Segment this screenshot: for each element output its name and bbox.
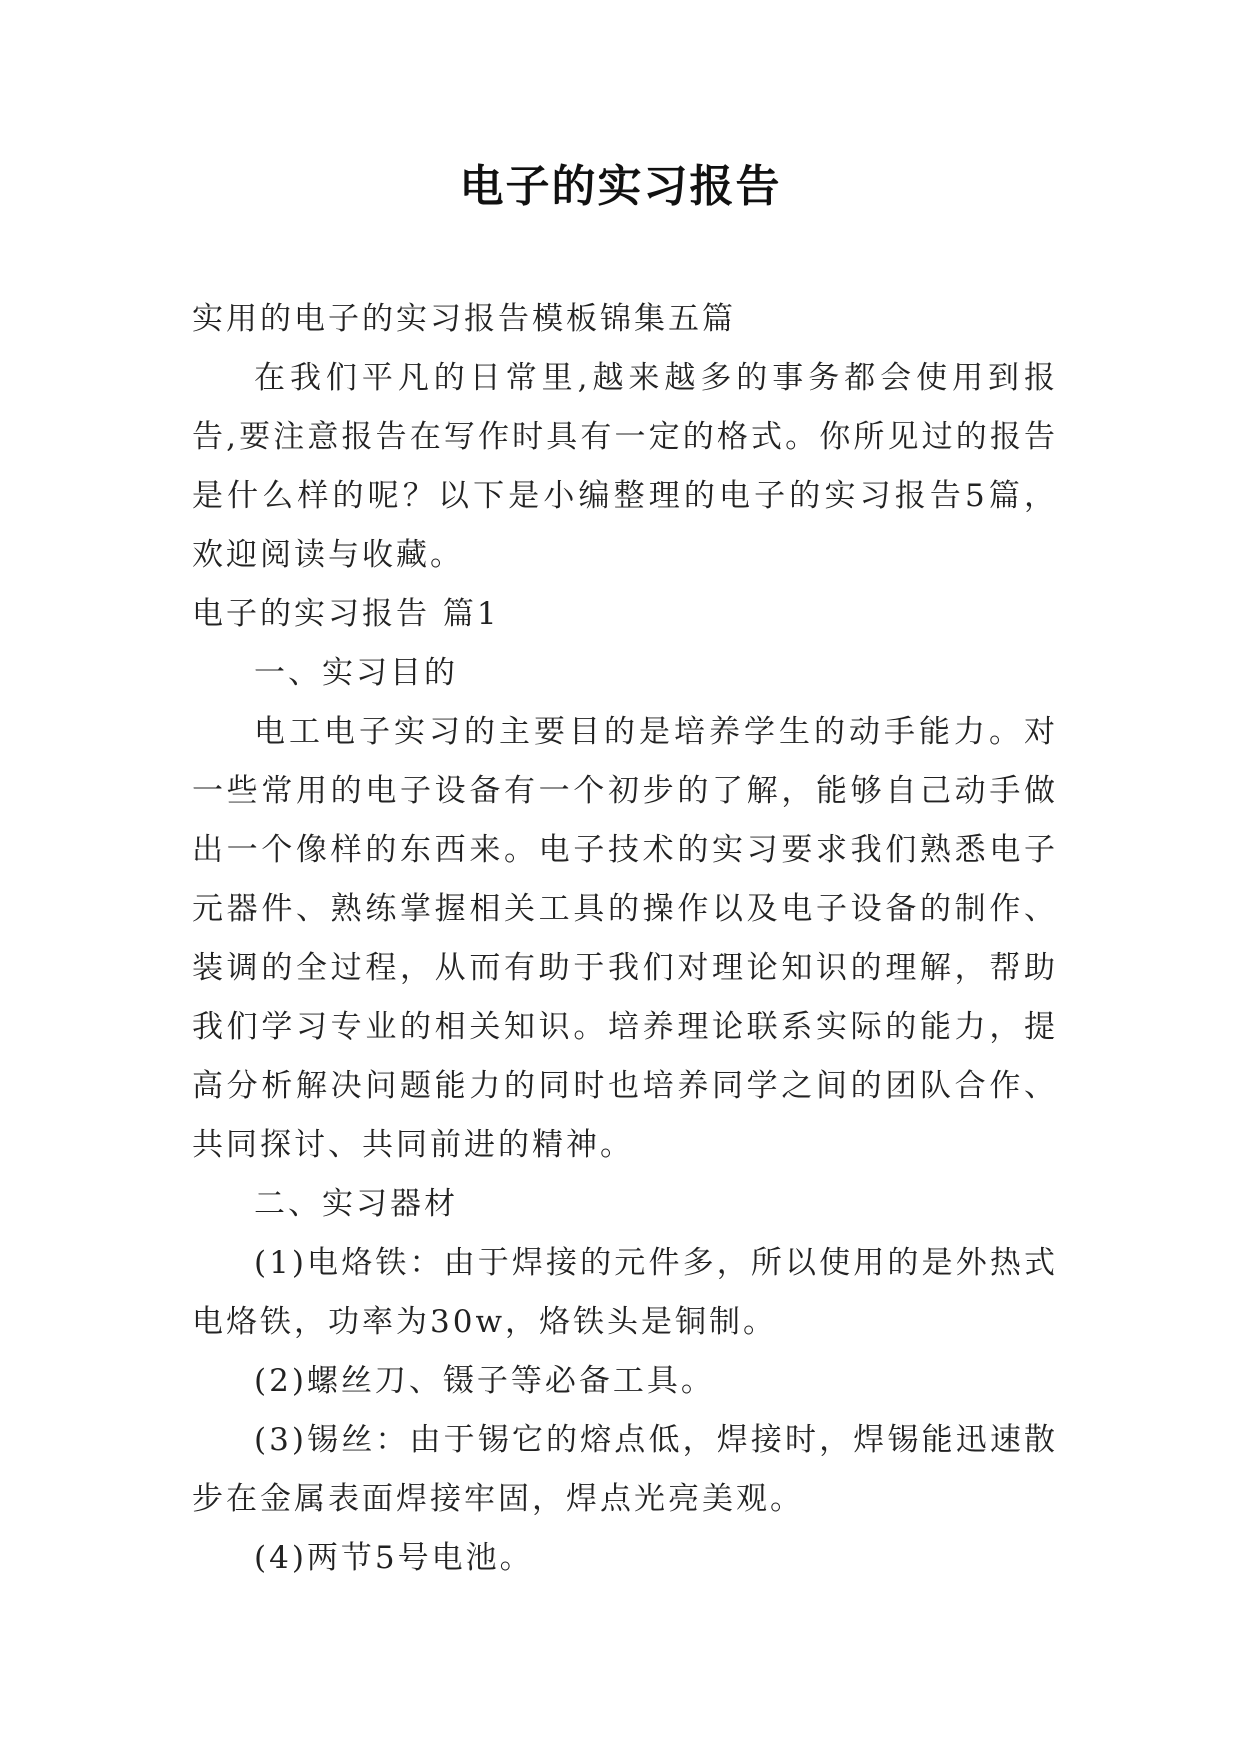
intro-paragraph: 在我们平凡的日常里,越来越多的事务都会使用到报告,要注意报告在写作时具有一定的格式。你所见过的报告是什么样的呢？以下是小编整理的电子的实习报告5篇，欢迎阅读与收藏。 <box>192 360 1058 573</box>
subsection-heading: 一、实习目的 <box>254 655 458 691</box>
document-body <box>192 290 1058 1588</box>
subtitle-line: 实用的电子的实习报告模板锦集五篇 <box>192 301 736 337</box>
document-title: 电子的实习报告 <box>459 161 782 212</box>
section-heading: 电子的实习报告 篇1 <box>192 596 500 632</box>
list-item: (1)电烙铁：由于焊接的元件多，所以使用的是外热式电烙铁，功率为30w，烙铁头是铜制。 <box>192 1245 1058 1340</box>
list-item: (2)螺丝刀、镊子等必备工具。 <box>254 1363 715 1399</box>
subsection-heading: 二、实习器材 <box>254 1186 458 1222</box>
list-item: (4)两节5号电池。 <box>254 1540 534 1576</box>
body-paragraph: 电工电子实习的主要目的是培养学生的动手能力。对一些常用的电子设备有一个初步的了解，能够自己动手做出一个像样的东西来。电子技术的实习要求我们熟悉电子元器件、熟练掌握相关工具的操作以及电子设备的制作、装调的全过程，从而有助于我们对理论知识的理解，帮助我们学习专业的相关知识。培养理论联系实际的能力，提高分析解决问题能力的同时也培养同学之间的团队合作、共同探讨、共同前进的精神。 <box>192 714 1058 1163</box>
list-item: (3)锡丝：由于锡它的熔点低，焊接时，焊锡能迅速散步在金属表面焊接牢固，焊点光亮美观。 <box>192 1422 1058 1517</box>
